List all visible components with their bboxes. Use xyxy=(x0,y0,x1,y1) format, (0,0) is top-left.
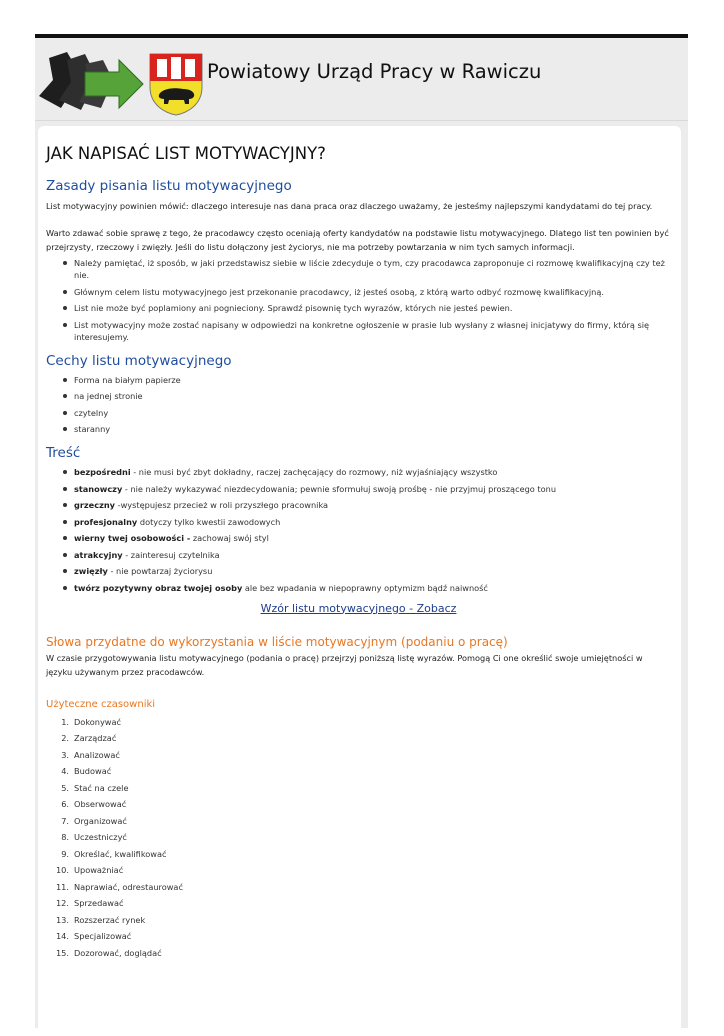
useful-words-paragraph: W czasie przygotowywania listu motywacyjnego (podania o pracę) przejrzyj poniższą listę wyrazów. Pomogą Ci one określić swoje umiejętności w języku używanym przez pracodawców. xyxy=(46,652,643,677)
list-item: 4. Budować xyxy=(61,766,112,776)
arrows-logo-icon xyxy=(37,50,145,116)
page-frame xyxy=(35,34,688,1028)
list-item: czytelny xyxy=(46,407,671,419)
list-item: Głównym celem listu motywacyjnego jest przekonanie pracodawcy, iż jesteś osobą, z którą warto odbyć rozmowę kwalifikacyjną. xyxy=(46,286,671,298)
trait-term: bezpośredni xyxy=(74,467,131,477)
features-list xyxy=(46,374,671,436)
list-item xyxy=(46,582,671,594)
list-item: 13. Rozszerzać rynek xyxy=(55,914,146,925)
trait-description: - nie powtarzaj życiorysu xyxy=(107,566,213,576)
trait-term: zwięzły xyxy=(74,566,108,576)
list-item: 10. Upoważniać xyxy=(55,865,124,875)
trait-term: atrakcyjny xyxy=(74,549,123,560)
coat-of-arms-icon xyxy=(147,51,205,117)
content-traits-list xyxy=(46,466,671,594)
trait-description: -występujesz przecież w roli przyszłego pracownika xyxy=(115,500,329,510)
section-heading-useful-words: Słowa przydatne do wykorzystania w liście motywacyjnym (podaniu o pracę) xyxy=(46,634,508,649)
list-item xyxy=(46,466,671,478)
rules-list xyxy=(46,257,671,343)
list-item: 3. Analizować xyxy=(61,749,120,760)
list-item xyxy=(46,549,671,561)
list-item xyxy=(46,499,671,511)
list-item: staranny xyxy=(46,423,671,435)
article xyxy=(46,144,671,963)
trait-term: wierny twej osobowości - xyxy=(74,533,191,543)
verbs-list xyxy=(46,716,671,964)
list-item: 2. Zarządzać xyxy=(61,733,117,743)
list-item: 12. Sprzedawać xyxy=(55,898,124,908)
section-heading-content: Treść xyxy=(46,445,81,461)
list-item xyxy=(46,516,671,528)
list-item: 1. Dokonywać xyxy=(61,716,122,727)
list-item: 7. Organizować xyxy=(61,815,127,826)
list-item: 6. Obserwować xyxy=(61,799,127,809)
content-panel xyxy=(38,126,681,1036)
section-heading-rules: Zasady pisania listu motywacyjnego xyxy=(46,178,292,194)
trait-description: - nie należy wykazywać niezdecydowania; pewnie sformułuj swoją prośbę - nie przyjmuj proszącego tonu xyxy=(122,483,557,494)
list-item: 5. Stać na czele xyxy=(61,782,129,793)
site-header xyxy=(35,38,688,121)
list-item: 15. Dozorować, doglądać xyxy=(55,947,162,958)
trait-term: twórz pozytywny obraz twojej osoby xyxy=(74,582,243,593)
list-item: na jednej stronie xyxy=(46,390,671,402)
page-title: JAK NAPISAĆ LIST MOTYWACYJNY? xyxy=(46,144,326,163)
list-item: Należy pamiętać, iż sposób, w jaki przedstawisz siebie w liście zdecyduje o tym, czy pracodawca zaproponuje ci rozmowę kwalifikacyjną czy też nie. xyxy=(46,257,671,281)
list-item: Forma na białym papierze xyxy=(46,374,671,386)
list-item: 11. Naprawiać, odrestaurować xyxy=(55,881,183,892)
site-title: Powiatowy Urząd Pracy w Rawiczu xyxy=(207,60,542,83)
trait-term: stanowczy xyxy=(74,483,123,494)
rules-intro-paragraph: List motywacyjny powinien mówić: dlaczego interesuje nas dana praca oraz dlaczego uważamy, że jesteśmy najlepszymi kandydatami do tej pracy. xyxy=(46,201,653,211)
trait-description: zachowaj swój styl xyxy=(190,533,269,543)
list-item: List motywacyjny może zostać napisany w odpowiedzi na konkretne ogłoszenie w prasie lub wysłany z własnej inicjatywy do firmy, którą się interesujemy. xyxy=(46,319,671,343)
trait-term: grzeczny xyxy=(74,500,116,510)
list-item xyxy=(46,532,671,544)
rules-detail-paragraph: Warto zdawać sobie sprawę z tego, że pracodawcy często oceniają oferty kandydatów na podstawie listu motywacyjnego. Dlatego list ten powinien być przejrzysty, rzeczowy i zwięzły. Jeśli do listu dołączony jest życiorys, nie ma potrzeby powtarzania w nim tych samych informacji. xyxy=(46,228,669,252)
list-item xyxy=(46,483,671,495)
trait-term: profesjonalny xyxy=(74,516,138,527)
template-link[interactable]: Wzór listu motywacyjnego - Zobacz xyxy=(260,601,457,615)
list-item xyxy=(46,565,671,577)
list-item: 8. Uczestniczyć xyxy=(61,832,127,842)
section-heading-verbs: Użyteczne czasowniki xyxy=(46,698,156,710)
trait-description: dotyczy tylko kwestii zawodowych xyxy=(137,516,281,527)
trait-description: ale bez wpadania w niepoprawny optymizm bądź naiwność xyxy=(242,582,488,593)
list-item: List nie może być poplamiony ani pognieciony. Sprawdź pisownię tych wyrazów, których nie jesteś pewien. xyxy=(46,302,671,314)
template-link-row xyxy=(46,602,671,615)
list-item: 9. Określać, kwalifikować xyxy=(61,848,167,859)
trait-description: - nie musi być zbyt dokładny, raczej zachęcający do rozmowy, niż wyjaśniający wszystko xyxy=(130,467,498,477)
list-item: 14. Specjalizować xyxy=(55,931,132,941)
section-heading-features: Cechy listu motywacyjnego xyxy=(46,352,232,369)
trait-description: - zainteresuj czytelnika xyxy=(122,549,220,560)
